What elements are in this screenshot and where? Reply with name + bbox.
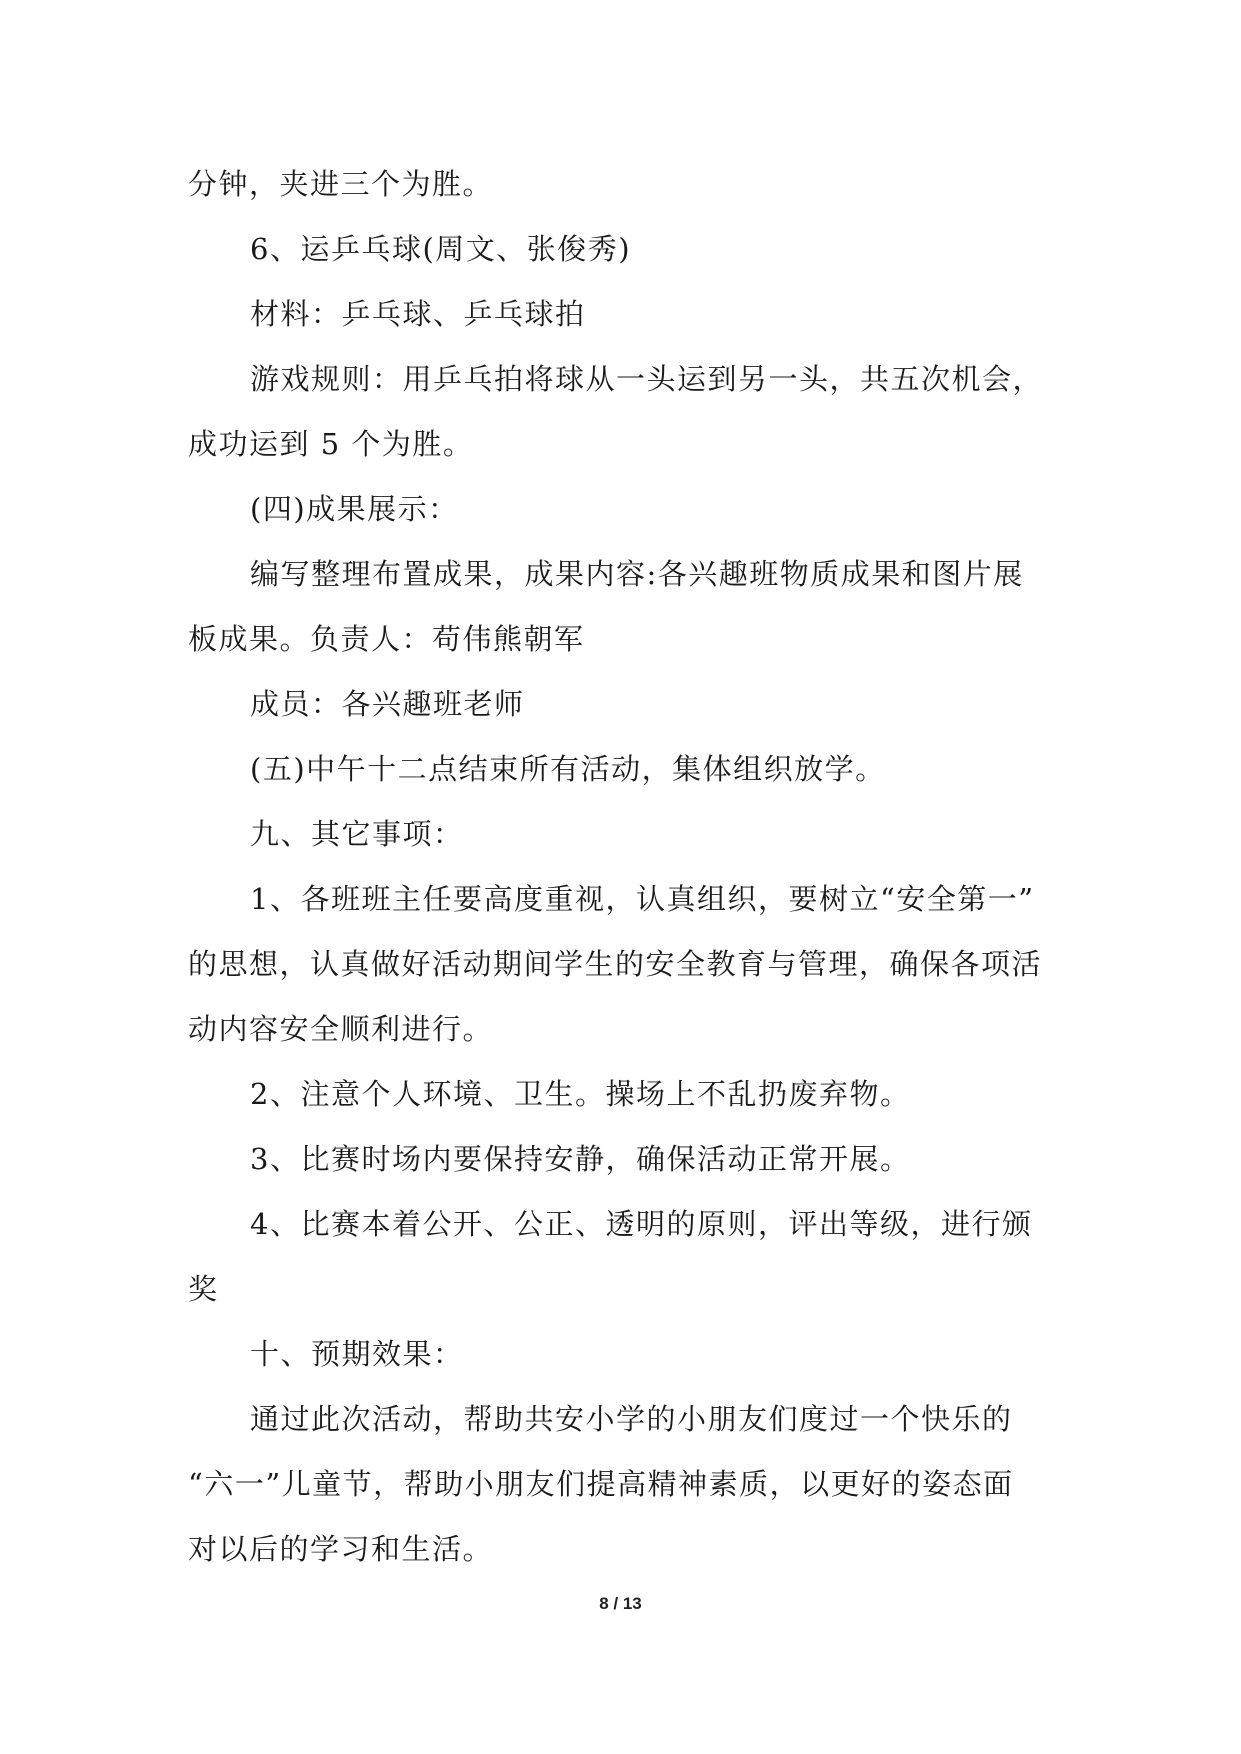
paragraph	[188, 1192, 1068, 1322]
text-line: 的思想，认真做好活动期间学生的安全教育与管理，确保各项活	[188, 947, 1043, 981]
paragraph	[188, 347, 1068, 477]
paragraph	[188, 737, 1068, 802]
text-line: 编写整理布置成果，成果内容:各兴趣班物质成果和图片展	[250, 557, 1024, 591]
text-line: 板成果。负责人：苟伟熊朝军	[188, 622, 585, 656]
text-line: 分钟，夹进三个为胜。	[188, 167, 494, 201]
text-line: 2、注意个人环境、卫生。操场上不乱扔废弃物。	[250, 1077, 911, 1111]
text-line: “六一”儿童节，帮助小朋友们提高精神素质，以更好的姿态面	[188, 1467, 1014, 1501]
text-line: 4、比赛本着公开、公正、透明的原则，评出等级，进行颁	[250, 1207, 1033, 1241]
document-body	[188, 152, 1068, 1582]
paragraph	[188, 1127, 1068, 1192]
text-line: 动内容安全顺利进行。	[188, 1012, 494, 1046]
text-line: 对以后的学习和生活。	[188, 1532, 494, 1566]
text-line: (五)中午十二点结束所有活动，集体组织放学。	[250, 752, 886, 786]
page-number: 8 / 13	[599, 1594, 642, 1613]
text-line: 6、运乒乓球(周文、张俊秀)	[250, 232, 632, 266]
text-line: 奖	[188, 1272, 219, 1306]
text-line: 十、预期效果：	[250, 1337, 464, 1371]
text-line: 通过此次活动，帮助共安小学的小朋友们度过一个快乐的	[250, 1402, 1013, 1436]
paragraph	[188, 282, 1068, 347]
paragraph	[188, 1387, 1068, 1582]
text-line: 1、各班班主任要高度重视，认真组织，要树立“安全第一”	[250, 882, 1035, 916]
paragraph	[188, 802, 1068, 867]
text-line: 成员：各兴趣班老师	[250, 687, 525, 721]
text-line: 游戏规则：用乒乓拍将球从一头运到另一头，共五次机会，	[250, 362, 1044, 396]
paragraph	[188, 542, 1068, 672]
paragraph	[188, 1062, 1068, 1127]
paragraph	[188, 867, 1068, 1062]
paragraph	[188, 217, 1068, 282]
text-line: 3、比赛时场内要保持安静，确保活动正常开展。	[250, 1142, 911, 1176]
paragraph	[188, 1322, 1068, 1387]
text-line: (四)成果展示：	[250, 492, 459, 526]
text-line: 成功运到 5 个为胜。	[188, 427, 474, 461]
text-line: 材料：乒乓球、乒乓球拍	[250, 297, 586, 331]
paragraph	[188, 477, 1068, 542]
paragraph	[188, 152, 1068, 217]
paragraph	[188, 672, 1068, 737]
text-line: 九、其它事项：	[250, 817, 464, 851]
